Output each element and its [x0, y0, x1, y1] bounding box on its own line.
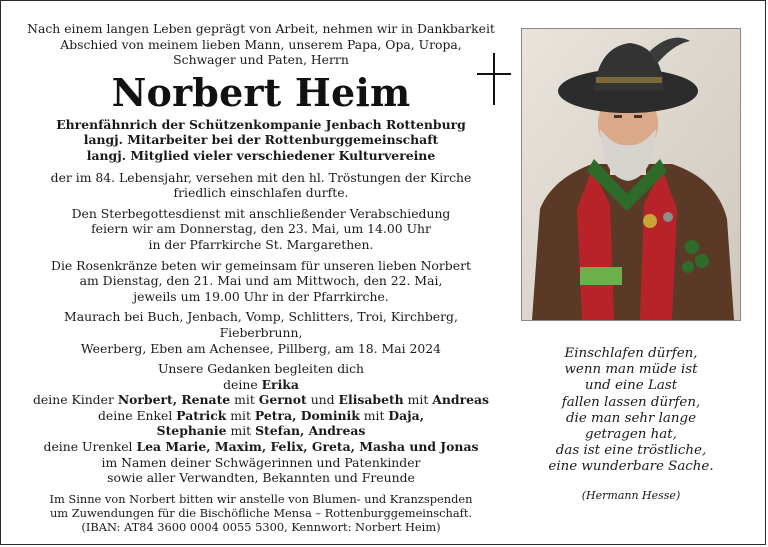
cross-icon [477, 53, 511, 105]
role-line: Ehrenfähnrich der Schützenkompanie Jenbach Rottenburg [56, 116, 466, 132]
poem-line: die man sehr lange [565, 410, 697, 426]
poem-line: getragen hat, [585, 427, 677, 443]
family-text: deine Kinder [33, 392, 118, 408]
mourners-heading [21, 361, 501, 377]
family-name: Petra, Dominik [254, 407, 360, 423]
family-name: Erika [261, 376, 299, 392]
rosary-line: am Dienstag, den 21. Mai und am Mittwoch, den 22. Mai, [79, 273, 443, 289]
family-text: mit [359, 407, 389, 423]
poem-line: und eine Last [584, 378, 678, 394]
family-text: und [306, 392, 339, 408]
family-text: deine Enkel [97, 407, 177, 423]
rosary-line: Die Rosenkränze beten wir gemeinsam für unseren lieben Norbert [51, 257, 471, 273]
death-text [21, 170, 501, 201]
rosary-line: jeweils um 19.00 Uhr in der Pfarrkirche. [133, 288, 389, 304]
note-line: Im Sinne von Norbert bitten wir anstelle von Blumen- und Kranzspenden [49, 491, 473, 506]
intro-line: Nach einem langen Leben geprägt von Arbeit, nehmen wir in Dankbarkeit [27, 21, 495, 36]
family-text: im Namen deiner Schwägerinnen und Patenkinder [101, 454, 421, 470]
family-name: Daja, [388, 407, 425, 423]
family-name: Patrick [176, 407, 227, 423]
cross-horizontal-bar [477, 73, 511, 75]
poem-line: eine wunderbare Sache. [548, 459, 714, 475]
mourners-heading-text: Unsere Gedanken begleiten dich [157, 361, 365, 377]
places-line: Weerberg, Eben am Achensee, Pillberg, am 18. Mai 2024 [80, 340, 442, 356]
family-text: mit [226, 423, 256, 439]
poem-line: wenn man müde ist [564, 362, 698, 378]
family-text: mit [226, 407, 255, 423]
portrait-illustration [522, 29, 740, 320]
family-text: deine [223, 376, 262, 392]
poem-line: das ist eine tröstliche, [555, 443, 707, 459]
family-name: Andreas [432, 392, 489, 408]
intro-line: Abschied von meinem lieben Mann, unserem Papa, Opa, Uropa, [60, 36, 462, 52]
note-line: (IBAN: AT84 3600 0004 0055 5300, Kennwort: Norbert Heim) [81, 519, 441, 534]
family-line-grandchildren-cont [21, 423, 501, 439]
death-line: friedlich einschlafen durfte. [173, 185, 349, 201]
cross-vertical-bar [493, 53, 495, 105]
funeral-service-text [21, 206, 501, 253]
death-line: der im 84. Lebensjahr, versehen mit den hl. Tröstungen der Kirche [50, 169, 472, 185]
role-line: langj. Mitarbeiter bei der Rottenburggemeinschaft [83, 132, 439, 148]
family-name: Gernot [258, 392, 307, 408]
note-line: um Zuwendungen für die Bischöfliche Mensa – Rottenburggemeinschaft. [49, 505, 473, 520]
donation-note [21, 492, 501, 534]
places-date-text [21, 309, 501, 356]
family-line-wife [21, 377, 501, 393]
deceased-name: Norbert Heim [111, 69, 411, 115]
roles-list [21, 117, 501, 164]
service-line: Den Sterbegottesdienst mit anschließender Verabschiedung [71, 205, 451, 221]
family-line-great-grandchildren [21, 439, 501, 455]
family-text: sowie aller Verwandten, Bekannten und Freunde [107, 470, 415, 486]
portrait-photo [521, 28, 741, 321]
poem-author: (Hermann Hesse) [581, 488, 681, 502]
family-name: Elisabeth [338, 392, 404, 408]
poem-line: fallen lassen dürfen, [561, 394, 701, 410]
family-line-children [21, 392, 501, 408]
service-line: in der Pfarrkirche St. Margarethen. [148, 236, 374, 252]
family-name: Stephanie [156, 423, 227, 439]
service-line: feiern wir am Donnerstag, den 23. Mai, um 14.00 Uhr [91, 221, 431, 237]
family-line-relatives [21, 470, 501, 486]
intro-text [21, 21, 501, 68]
poem-line: Einschlafen dürfen, [564, 346, 698, 361]
family-mourners [21, 361, 501, 486]
family-line-in-laws [21, 455, 501, 471]
obituary-text-column [21, 21, 501, 534]
family-name: Stefan, Andreas [255, 423, 366, 439]
intro-line: Schwager und Paten, Herrn [173, 52, 349, 68]
places-line: Maurach bei Buch, Jenbach, Vomp, Schlitters, Troi, Kirchberg, Fieberbrunn, [64, 309, 458, 340]
family-text: deine Urenkel [43, 439, 137, 455]
rosary-text [21, 258, 501, 305]
family-text: mit [403, 392, 433, 408]
family-text: mit [230, 392, 259, 408]
family-name: Lea Marie, Maxim, Felix, Greta, Masha und Jonas [136, 439, 479, 455]
role-line: langj. Mitglied vieler verschiedener Kulturvereine [86, 147, 436, 163]
family-line-grandchildren [21, 408, 501, 424]
family-name: Norbert, Renate [117, 392, 231, 408]
poem [531, 346, 731, 504]
